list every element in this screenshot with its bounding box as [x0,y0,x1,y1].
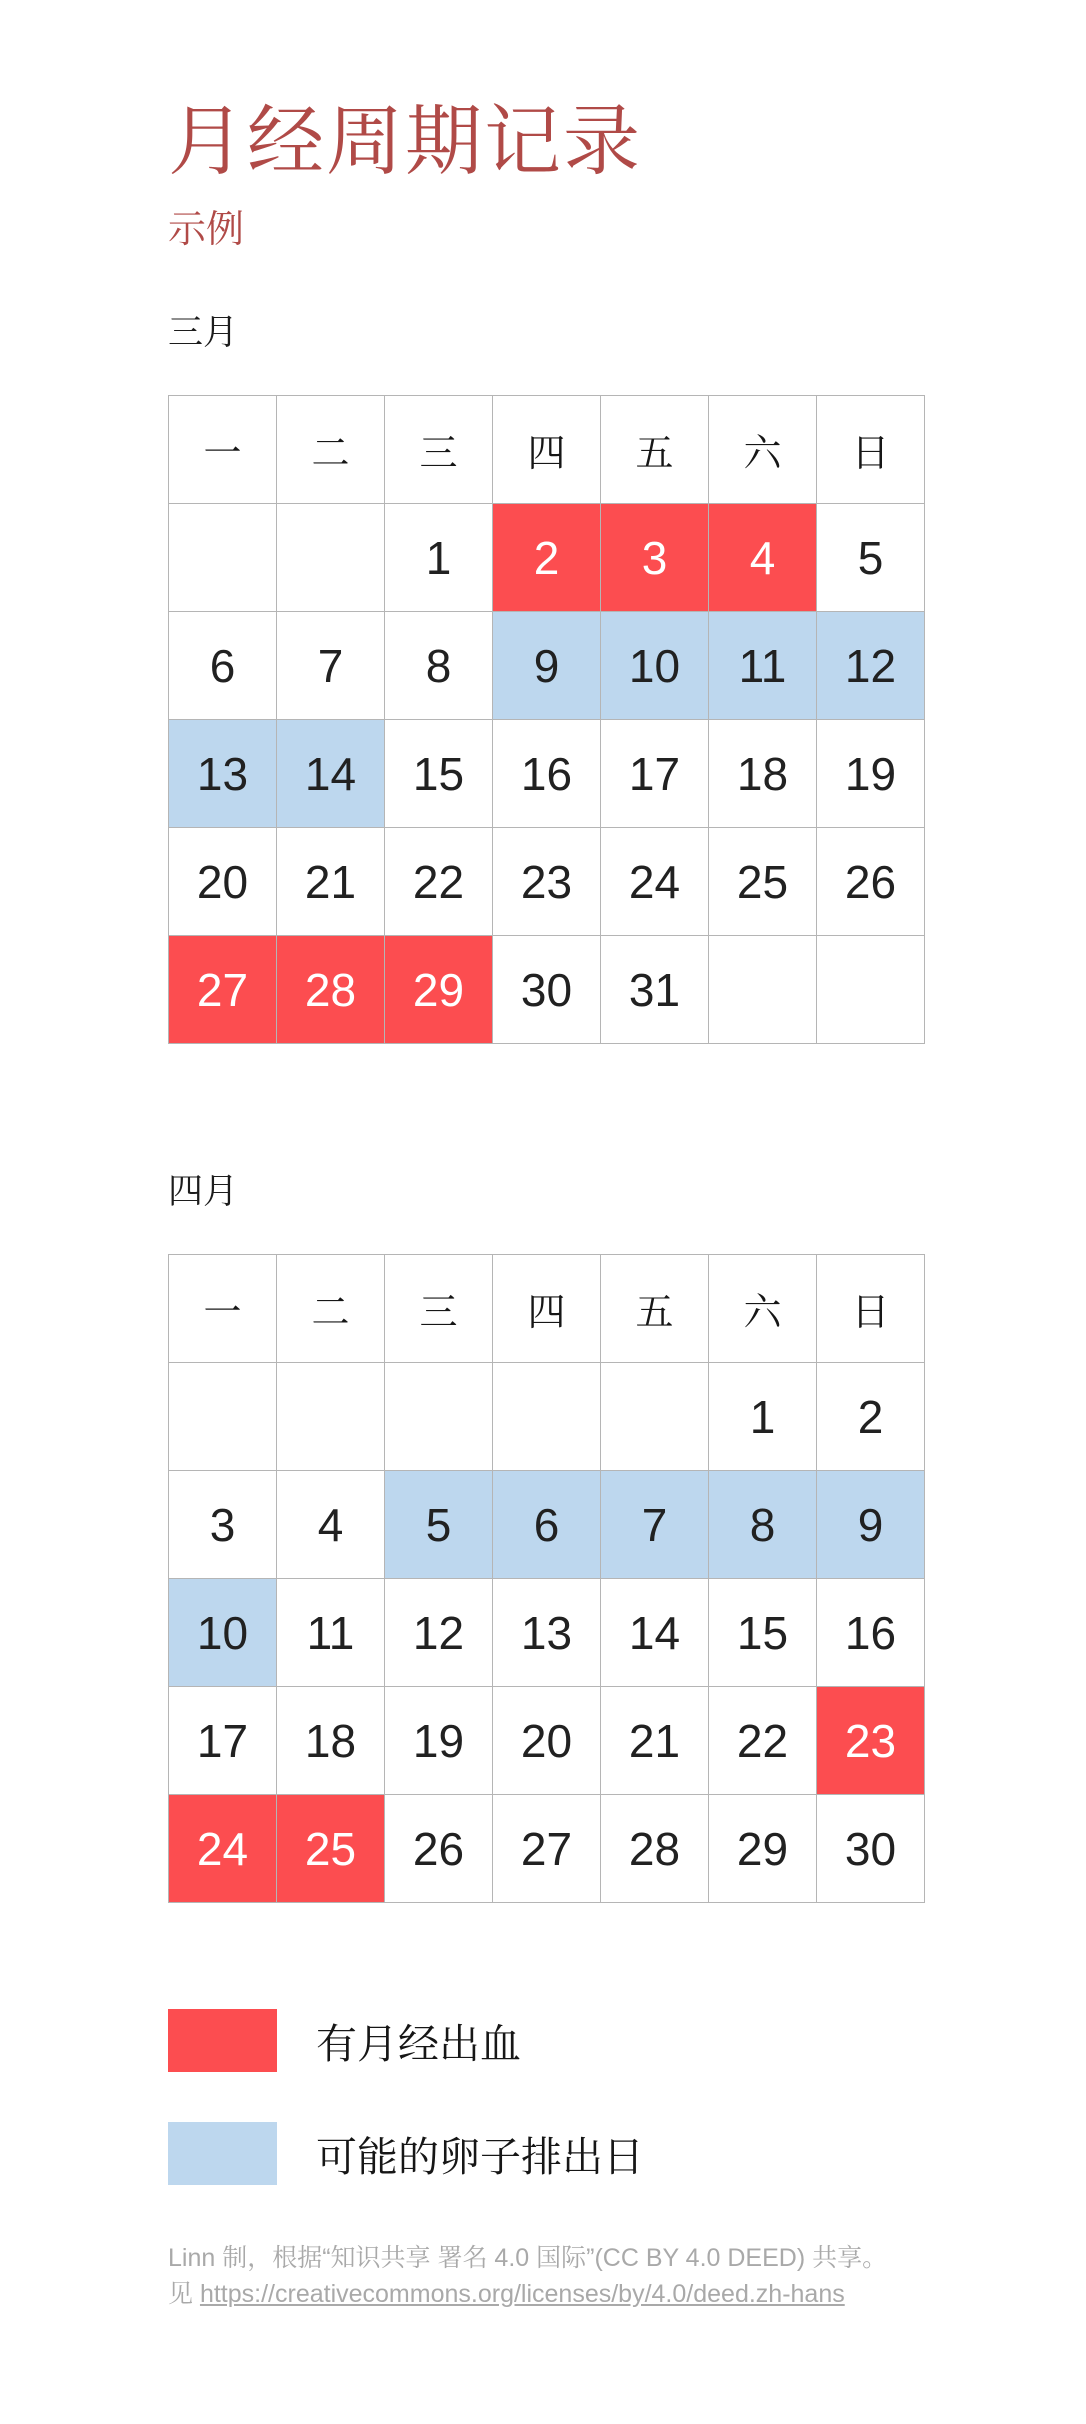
calendar-day-cell: 10 [601,612,709,720]
calendar-day-cell: 17 [601,720,709,828]
weekday-header-row [169,1255,925,1363]
calendar-day-cell: 26 [385,1795,493,1903]
calendar-day-cell: 14 [601,1579,709,1687]
calendar-empty-cell [277,1363,385,1471]
calendar-day-cell: 6 [493,1471,601,1579]
calendar-day-cell: 20 [493,1687,601,1795]
calendar-day-cell: 7 [601,1471,709,1579]
calendar-week-row [169,1471,925,1579]
ovulation-color-swatch [168,2122,277,2185]
month-label-march: 三月 [168,313,239,352]
calendar-day-cell: 3 [169,1471,277,1579]
calendar-day-cell: 1 [709,1363,817,1471]
calendar-week-row [169,504,925,612]
calendar-day-cell: 5 [817,504,925,612]
attribution-line2 [168,2277,1026,2313]
calendar-day-cell: 18 [709,720,817,828]
weekday-header: 六 [709,396,817,504]
calendar-day-cell: 27 [493,1795,601,1903]
calendar-table-march [168,395,925,1044]
calendar-day-cell: 5 [385,1471,493,1579]
calendar-day-cell: 4 [277,1471,385,1579]
weekday-header: 日 [817,396,925,504]
page-title: 月经周期记录 [168,99,642,185]
calendar-day-cell: 2 [817,1363,925,1471]
weekday-header: 五 [601,396,709,504]
attribution-see-prefix: 见 [168,2279,200,2308]
calendar-day-cell: 7 [277,612,385,720]
weekday-header: 日 [817,1255,925,1363]
calendar-day-cell: 9 [817,1471,925,1579]
calendar-day-cell: 1 [385,504,493,612]
calendar-day-cell: 13 [493,1579,601,1687]
calendar-day-cell: 24 [169,1795,277,1903]
weekday-header: 二 [277,396,385,504]
calendar-day-cell: 29 [385,936,493,1044]
attribution [168,2241,1026,2312]
calendar-empty-cell [817,936,925,1044]
calendar-empty-cell [169,1363,277,1471]
calendar-day-cell: 28 [277,936,385,1044]
weekday-header: 三 [385,396,493,504]
calendar-week-row [169,1795,925,1903]
month-section-march [168,315,1026,1044]
weekday-header: 四 [493,396,601,504]
weekday-header: 五 [601,1255,709,1363]
calendar-day-cell: 8 [385,612,493,720]
weekday-header: 六 [709,1255,817,1363]
calendar-day-cell: 13 [169,720,277,828]
month-section-april [168,1174,1026,1903]
calendar-day-cell: 18 [277,1687,385,1795]
calendar-empty-cell [493,1363,601,1471]
calendar-week-row [169,720,925,828]
weekday-header: 四 [493,1255,601,1363]
calendar-day-cell: 25 [277,1795,385,1903]
legend-label-ovulation: 可能的卵子排出日 [316,2134,644,2180]
calendar-empty-cell [385,1363,493,1471]
calendar-empty-cell [277,504,385,612]
calendar-day-cell: 12 [385,1579,493,1687]
calendar-day-cell: 11 [277,1579,385,1687]
calendar-week-row [169,1363,925,1471]
calendar-day-cell: 20 [169,828,277,936]
calendar-day-cell: 6 [169,612,277,720]
calendar-day-cell: 19 [385,1687,493,1795]
calendar-day-cell: 11 [709,612,817,720]
calendar-day-cell: 27 [169,936,277,1044]
weekday-header: 三 [385,1255,493,1363]
attribution-line1: Linn 制，根据“知识共享 署名 4.0 国际”(CC BY 4.0 DEED) 共享。 [168,2244,888,2272]
legend [168,2009,1026,2185]
calendar-day-cell: 2 [493,504,601,612]
calendar-day-cell: 16 [493,720,601,828]
calendar-day-cell: 30 [493,936,601,1044]
page-subtitle: 示例 [168,209,245,251]
weekday-header: 二 [277,1255,385,1363]
calendar-week-row [169,1579,925,1687]
calendar-empty-cell [601,1363,709,1471]
calendar-week-row [169,936,925,1044]
calendar-day-cell: 16 [817,1579,925,1687]
legend-item-period [168,2009,1026,2072]
calendar-day-cell: 22 [709,1687,817,1795]
calendar-day-cell: 4 [709,504,817,612]
calendar-day-cell: 26 [817,828,925,936]
calendar-week-row [169,612,925,720]
calendar-table-april [168,1254,925,1903]
calendar-day-cell: 29 [709,1795,817,1903]
calendar-week-row [169,828,925,936]
weekday-header: 一 [169,396,277,504]
cc-license-link[interactable]: https://creativecommons.org/licenses/by/4.0/deed.zh-hans [199,2279,845,2308]
calendar-day-cell: 14 [277,720,385,828]
calendar-day-cell: 30 [817,1795,925,1903]
calendar-day-cell: 28 [601,1795,709,1903]
calendar-day-cell: 25 [709,828,817,936]
weekday-header-row [169,396,925,504]
calendar-day-cell: 9 [493,612,601,720]
legend-label-period: 有月经出血 [316,2021,521,2067]
calendar-day-cell: 19 [817,720,925,828]
calendar-day-cell: 21 [601,1687,709,1795]
calendar-day-cell: 21 [277,828,385,936]
month-label-april: 四月 [168,1172,239,1211]
calendar-day-cell: 17 [169,1687,277,1795]
calendar-day-cell: 3 [601,504,709,612]
calendar-day-cell: 15 [709,1579,817,1687]
weekday-header: 一 [169,1255,277,1363]
calendar-day-cell: 8 [709,1471,817,1579]
calendar-day-cell: 12 [817,612,925,720]
period-color-swatch [168,2009,277,2072]
calendar-day-cell: 23 [493,828,601,936]
calendar-week-row [169,1687,925,1795]
calendar-day-cell: 22 [385,828,493,936]
legend-item-ovulation [168,2122,1026,2185]
calendar-empty-cell [169,504,277,612]
calendar-day-cell: 24 [601,828,709,936]
calendar-day-cell: 31 [601,936,709,1044]
calendar-empty-cell [709,936,817,1044]
calendar-day-cell: 23 [817,1687,925,1795]
calendar-day-cell: 10 [169,1579,277,1687]
calendar-day-cell: 15 [385,720,493,828]
